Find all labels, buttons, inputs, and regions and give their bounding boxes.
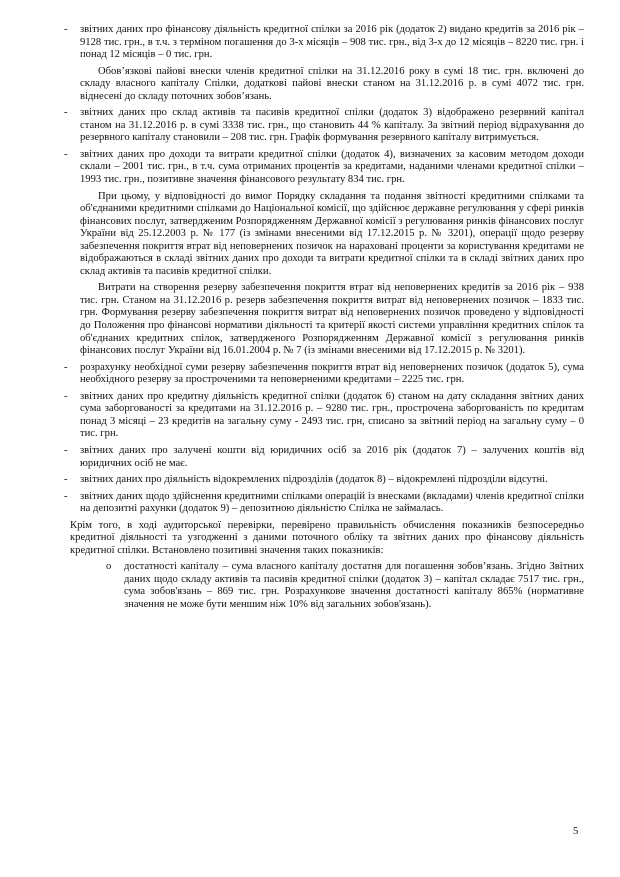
list-item-income-expenses [64,149,584,187]
list-bullet: - [64,444,68,456]
page-number: 5 [573,826,579,837]
summary-paragraph: Крім того, в ході аудиторської перевірки, перевірено правильність обчислення показників безпосередньо кредитної діяльності та узгодженні з даними поточного обліку та звітних даних про фінансову діяльність кредитної спілки. Встановлено позитивні значення таких показників: [70,519,584,556]
paragraph-share-contributions: Обов’язкові пайові внески членів кредитної спілки на 31.12.2016 року в сумі 18 тис. грн. включені до складу власного капіталу Спілки, додаткові пайові внески станом на 31.12.2016 р. в сумі 4072 тис. грн. віднесені до складу поточних зобов’язань. [80,65,584,102]
list-item-text: звітних даних про діяльність відокремлених підрозділів (додаток 8) – відокремлені підрозділи відсутні. [80,474,548,486]
list-item-loans-issued [64,24,584,62]
list-item-text: звітних даних про склад активів та пасивів кредитної спілки (додаток 3) відображено резервний капітал станом на 31.12.2016 р. в сумі 3338 тис. грн., що становить 44 % капіталу. За звітний період відрахування до резервного капіталу становили – 208 тис. грн. Графік формування резервного капіталу витримується. [80,107,584,144]
list-item-text: звітних даних щодо здійснення кредитними спілками операцій із внесками (вкладами) членів кредитної спілки на депозитні рахунки (додаток 9) – депозитною діяльністю Спілка не займалась. [80,490,584,515]
list-bullet: - [64,24,68,35]
circle-bullet: o [106,561,112,573]
list-item-text: звітних даних про доходи та витрати кредитної спілки (додаток 4), визначених за касовим методом доходи склали – 2001 тис. грн., в т.ч. сума отриманих процентів за кредитами, наданими членами кредитної спілки – 1993 тис. грн., позитивне значення фінансового результату 834 тис. грн. [80,148,584,186]
list-bullet: - [64,390,68,402]
list-bullet: - [64,107,68,119]
list-bullet: - [64,148,68,160]
list-item-capital-adequacy [64,561,584,611]
list-item-text: звітних даних про фінансову діяльність кредитної спілки за 2016 рік (додаток 2) видано кредитів за 2016 рік – 9128 тис. грн., в т.ч. з терміном погашення до 3-х місяців – 908 тис. грн., від 3-х до 12 місяців – 8220 тис. грн. і понад 12 місяців – 0 тис. грн. [80,24,584,61]
list-item-deposits [64,491,584,516]
paragraph-reporting-procedure: При цьому, у відповідності до вимог Порядку складання та подання звітності кредитними спілками та об'єднаними кредитними спілками до Національної комісії, що здійснює державне регулювання у сфері ринків фінансових послуг, затвердженим Розпорядженням Державної комісії з регулювання ринків фінансових послуг України від 25.12.2003 р. № 177 (із змінами внесеними від 17.12.2015 р. № 3201), операції щодо резерву забезпечення покриття втрат від неповернених позичок на нараховані проценти за користування кредитами не відображаються в складі звітних даних про доходи та витрати кредитної спілки та в складі звітних даних про склад активів та пасивів кредитної спілки. [80,190,584,277]
list-item-reserve-capital [64,107,584,145]
list-item-text: звітних даних про залучені кошти від юридичних осіб за 2016 рік (додаток 7) – залучених коштів від юридичних осіб не має. [80,444,584,469]
list-item-text: розрахунку необхідної суми резерву забезпечення покриття втрат від неповернених позичок (додаток 5), сума необхідного резерву за простроченими та неповерненими кредитами – 2225 тис. грн. [80,361,584,386]
list-bullet: - [64,361,68,373]
list-item-legal-entities-funds [64,445,584,470]
list-item-required-reserve [64,362,584,387]
page-content [64,24,584,612]
list-item-text: звітних даних про кредитну діяльність кредитної спілки (додаток 6) станом на дату складання звітних даних сума заборгованості за кредитами на 31.12.2016 р. – 9280 тис. грн., прострочена заборгованість по кредитам понад 3 місяці – 23 кредитів на загальну суму - 2493 тис. грн, списано за звітний період на загальну суму – 0 тис. грн. [80,390,584,440]
list-item-subdivisions [64,474,584,487]
list-item-credit-activity [64,391,584,441]
paragraph-reserve-expenses: Витрати на створення резерву забезпечення покриття втрат від неповернених кредитів за 2016 рік – 938 тис. грн. Станом на 31.12.2016 р. резерв забезпечення покриття витрат від неповернених позичок – 1833 тис. грн. Формування резерву забезпечення покриття витрат від неповернених позичок проведено у відповідності до Положення про фінансові нормативи діяльності та критерії якості системи управління кредитних спілок та об'єднаних кредитних спілок, затвердженого Розпорядженням Державної комісії з регулювання ринків фінансових послуг України від 16.01.2004 р. № 7 (із змінами внесеними від 17.12.2015 р. № 3201). [80,282,584,357]
list-item-text: достатності капіталу – сума власного капіталу достатня для погашення зобов’язань. Згідно Звітних даних щодо складу активів та пасивів кредитної спілки (додаток 3) – капітал складає 7517 тис. грн., сума зобов'язань – 869 тис. грн. Розрахункове значення достатності капіталу 865% (нормативне значення не може бути меншим ніж 10% від загальних зобов'язань). [124,561,584,610]
list-bullet: - [64,474,68,486]
list-bullet: - [64,490,68,502]
